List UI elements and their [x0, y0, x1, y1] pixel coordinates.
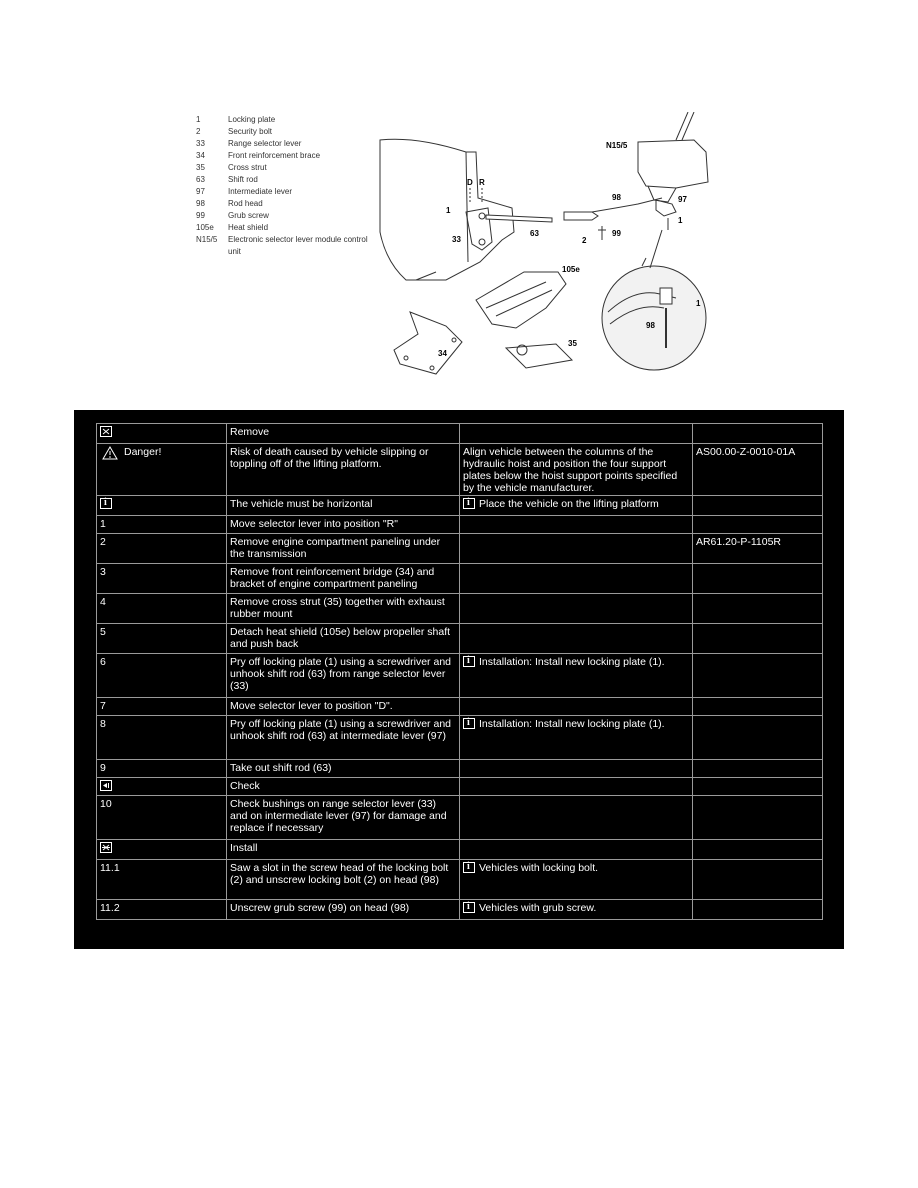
table-row — [97, 900, 823, 920]
cell-text: Place the vehicle on the lifting platform — [478, 498, 659, 510]
table-row — [97, 444, 823, 496]
legend-item: N15/5 Electronic selector lever module control unit — [196, 235, 368, 256]
table-row — [97, 516, 823, 534]
legend-item: 99 Grub screw — [196, 211, 269, 220]
table-cell — [227, 796, 460, 840]
cell-text: Installation: Install new locking plate (1). — [478, 656, 665, 668]
table-cell — [227, 496, 460, 516]
info-icon — [463, 862, 475, 873]
legend-item: 105e Heat shield — [196, 223, 269, 232]
table-cell — [97, 796, 227, 840]
table-cell — [97, 534, 227, 564]
callout-1-detail: 1 — [696, 299, 701, 308]
cell-text: The vehicle must be horizontal — [230, 498, 373, 510]
cell-text: 1 — [100, 518, 106, 530]
cell-text: Move selector lever into position "R" — [230, 518, 398, 530]
table-cell — [459, 716, 692, 760]
callout-2: 2 — [582, 236, 587, 245]
cell-text: Detach heat shield (105e) below propeller shaft and push back — [230, 626, 451, 650]
callout-d: D — [467, 178, 473, 187]
cell-text: Move selector lever to position "D". — [230, 700, 393, 712]
table-cell — [227, 444, 460, 496]
callout-105e: 105e — [562, 265, 580, 274]
table-cell — [459, 564, 692, 594]
table-cell — [459, 534, 692, 564]
cell-text: AS00.00-Z-0010-01A — [695, 446, 796, 458]
cell-text: 3 — [100, 566, 106, 578]
cell-text: Installation: Install new locking plate (1). — [478, 718, 665, 730]
table-cell — [97, 654, 227, 698]
table-row — [97, 424, 823, 444]
cell-text: Unscrew grub screw (99) on head (98) — [230, 902, 410, 914]
cell-text: 5 — [100, 626, 106, 638]
cell-text: Install — [230, 842, 258, 854]
table-cell — [97, 444, 227, 496]
shift-rod — [486, 215, 552, 222]
table-cell — [692, 760, 822, 778]
cell-text: Danger! — [124, 446, 162, 458]
table-cell — [692, 900, 822, 920]
cell-text: Remove — [230, 426, 270, 438]
cell-text: Remove engine compartment paneling under the transmission — [230, 536, 441, 560]
callout-35: 35 — [568, 339, 577, 348]
table-cell — [97, 564, 227, 594]
callout-98: 98 — [612, 193, 621, 202]
table-cell — [459, 840, 692, 860]
cell-text: Take out shift rod (63) — [230, 762, 332, 774]
table-cell — [227, 534, 460, 564]
table-cell — [97, 900, 227, 920]
table-row — [97, 624, 823, 654]
table-cell — [692, 424, 822, 444]
cell-text: Vehicles with grub screw. — [478, 902, 597, 914]
cell-text: 4 — [100, 596, 106, 608]
reinforcement-brace — [394, 312, 462, 374]
table-cell — [227, 778, 460, 796]
table-cell — [459, 624, 692, 654]
table-cell — [692, 564, 822, 594]
table-cell — [692, 778, 822, 796]
table-cell — [97, 778, 227, 796]
table-cell — [227, 624, 460, 654]
table-cell — [227, 860, 460, 900]
legend-item: 97 Intermediate lever — [196, 187, 293, 196]
table-cell — [459, 698, 692, 716]
table-cell — [227, 516, 460, 534]
table-cell — [97, 424, 227, 444]
table-cell — [692, 624, 822, 654]
cell-text: Vehicles with locking bolt. — [478, 862, 599, 874]
table-row — [97, 534, 823, 564]
cell-text: 6 — [100, 656, 106, 668]
cell-text: 7 — [100, 700, 106, 712]
cell-text: 2 — [100, 536, 106, 548]
callout-97: 97 — [678, 195, 687, 204]
table-row — [97, 840, 823, 860]
table-cell — [97, 760, 227, 778]
table-cell — [97, 840, 227, 860]
warning-icon — [102, 446, 118, 463]
table-cell — [692, 860, 822, 900]
legend-item: 33 Range selector lever — [196, 139, 302, 148]
table-row — [97, 564, 823, 594]
info-icon — [463, 718, 475, 729]
shift-rod-illustration — [376, 112, 716, 384]
table-cell — [227, 698, 460, 716]
legend-item: 1 Locking plate — [196, 115, 276, 124]
table-cell — [692, 796, 822, 840]
table-cell — [227, 654, 460, 698]
info-icon — [100, 498, 112, 509]
table-row — [97, 594, 823, 624]
cell-text: Pry off locking plate (1) using a screwdriver and unhook shift rod (63) at intermediate lever (97) — [230, 718, 451, 742]
table-cell — [227, 900, 460, 920]
table-cell — [459, 796, 692, 840]
cell-text: Saw a slot in the screw head of the locking bolt (2) and unscrew locking bolt (2) on head (98) — [230, 862, 449, 886]
table-cell — [459, 594, 692, 624]
procedure-panel — [74, 410, 844, 949]
callout-34: 34 — [438, 349, 447, 358]
callout-98-detail: 98 — [646, 321, 655, 330]
table-cell — [692, 516, 822, 534]
table-cell — [459, 760, 692, 778]
table-cell — [459, 444, 692, 496]
table-cell — [97, 860, 227, 900]
table-cell — [692, 496, 822, 516]
table-cell — [459, 860, 692, 900]
table-cell — [459, 778, 692, 796]
table-cell — [692, 716, 822, 760]
cell-text: Remove front reinforcement bridge (34) and bracket of engine compartment paneling — [230, 566, 435, 590]
table-row — [97, 778, 823, 796]
table-cell — [227, 716, 460, 760]
table-cell — [692, 654, 822, 698]
legend-item: 2 Security bolt — [196, 127, 273, 136]
cell-text: Check bushings on range selector lever (33) and on intermediate lever (97) for damage and replace if necessary — [230, 798, 447, 834]
table-cell — [227, 594, 460, 624]
callout-33: 33 — [452, 235, 461, 244]
parts-legend — [196, 114, 376, 258]
table-cell — [692, 444, 822, 496]
legend-item: 63 Shift rod — [196, 175, 258, 184]
cell-text: Align vehicle between the columns of the hydraulic hoist and position the four support plates below the hoist support points specified by the vehicle manufacturer. — [462, 446, 678, 494]
callout-63: 63 — [530, 229, 539, 238]
table-cell — [227, 424, 460, 444]
cell-text: 9 — [100, 762, 106, 774]
table-row — [97, 496, 823, 516]
cell-text: AR61.20-P-1105R — [695, 536, 781, 548]
table-cell — [692, 594, 822, 624]
remove-icon — [100, 426, 112, 437]
cell-text: 11.1 — [100, 862, 120, 874]
cell-text: Remove cross strut (35) together with exhaust rubber mount — [230, 596, 445, 620]
table-cell — [97, 516, 227, 534]
info-icon — [463, 902, 475, 913]
cell-text: Pry off locking plate (1) using a screwdriver and unhook shift rod (63) from range selector lever (33) — [230, 656, 451, 692]
table-cell — [459, 654, 692, 698]
table-cell — [459, 516, 692, 534]
table-cell — [227, 564, 460, 594]
heat-shield — [476, 272, 566, 328]
cell-text: Risk of death caused by vehicle slipping or toppling off of the lifting platform. — [230, 446, 429, 470]
callout-99: 99 — [612, 229, 621, 238]
legend-item: 35 Cross strut — [196, 163, 267, 172]
table-cell — [227, 760, 460, 778]
table-cell — [97, 594, 227, 624]
table-cell — [692, 840, 822, 860]
callout-r: R — [479, 178, 485, 187]
check-icon — [100, 780, 112, 791]
cell-text: 10 — [100, 798, 112, 810]
table-row — [97, 760, 823, 778]
table-cell — [97, 716, 227, 760]
cross-strut — [506, 344, 572, 368]
callout-1b: 1 — [678, 216, 683, 225]
cell-text: 8 — [100, 718, 106, 730]
table-row — [97, 654, 823, 698]
table-cell — [97, 698, 227, 716]
table-row — [97, 716, 823, 760]
callout-1: 1 — [446, 206, 451, 215]
table-cell — [692, 698, 822, 716]
procedure-table — [96, 423, 823, 920]
table-cell — [97, 496, 227, 516]
intermediate-lever — [656, 200, 676, 216]
table-row — [97, 860, 823, 900]
legend-item: 98 Rod head — [196, 199, 263, 208]
cell-text: 11.2 — [100, 902, 120, 914]
table-cell — [227, 840, 460, 860]
table-row — [97, 698, 823, 716]
legend-item: 34 Front reinforcement brace — [196, 151, 321, 160]
control-unit — [638, 140, 708, 188]
table-cell — [459, 900, 692, 920]
callout-n15-5: N15/5 — [606, 141, 628, 150]
info-icon — [463, 656, 475, 667]
cell-text: Check — [230, 780, 260, 792]
table-cell — [97, 624, 227, 654]
table-cell — [459, 496, 692, 516]
install-icon — [100, 842, 112, 853]
table-cell — [459, 424, 692, 444]
table-cell — [692, 534, 822, 564]
table-row — [97, 796, 823, 840]
info-icon — [463, 498, 475, 509]
